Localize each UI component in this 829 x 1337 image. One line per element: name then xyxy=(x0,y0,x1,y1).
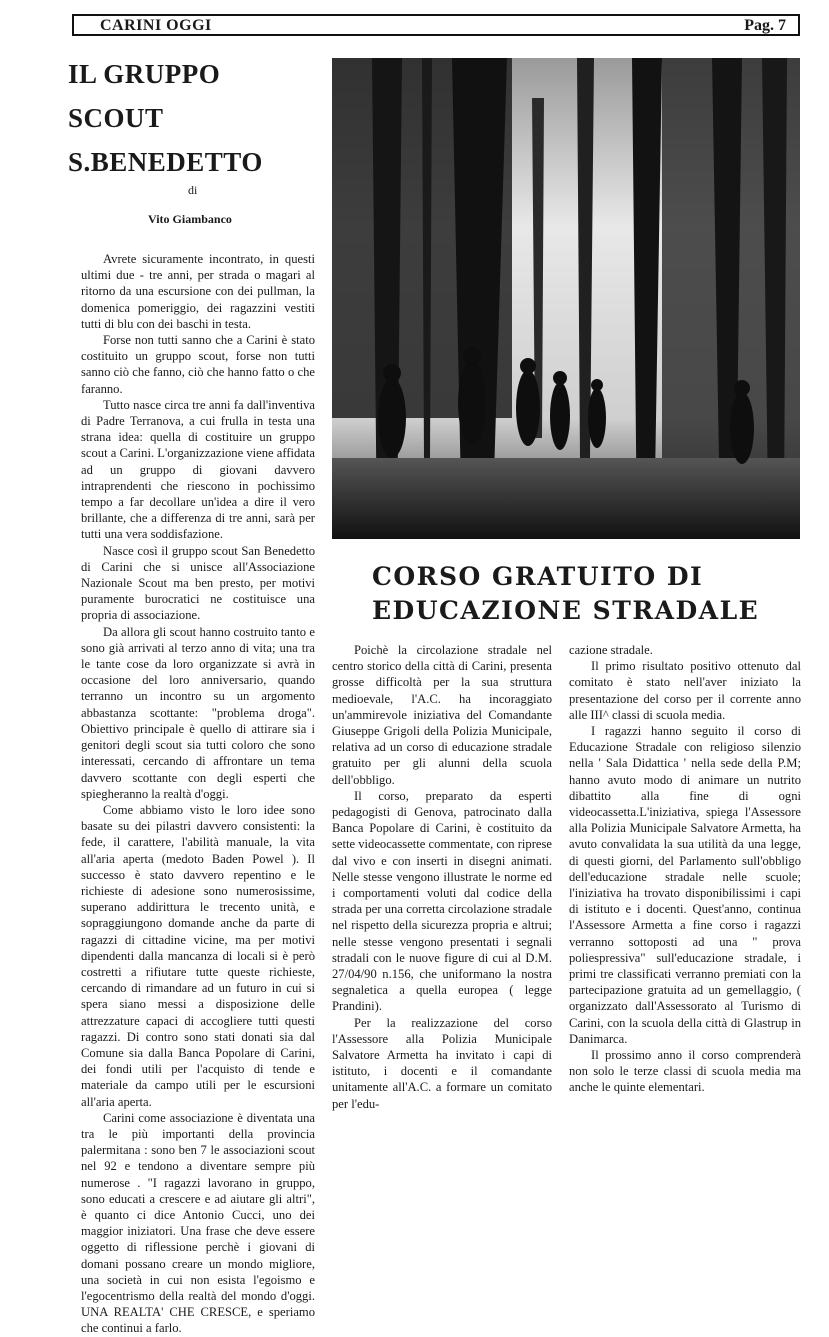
paragraph: Per la realizzazione del corso l'Assessore alla Polizia Municipale Salvatore Armetta ha invitato i capi di istituto, i docenti e il comandante unitamente all'A.C. a formare un comitato per l'edu- xyxy=(332,1015,552,1111)
page-number: Pag. 7 xyxy=(744,17,786,34)
title-line: EDUCAZIONE STRADALE xyxy=(372,596,760,625)
paragraph: Poichè la circolazione stradale nel centro storico della città di Carini, presenta grosse difficoltà per la sua struttura medioevale, l'A.C. ha incoraggiato un'ammirevole iniziativa del Comandante Giuseppe Grigoli della Polizia Municipale, relativa ad un corso di educazione stradale gratuito per gli alunni della scuola dell'obbligo. xyxy=(332,643,552,787)
paragraph: Il primo risultato positivo ottenuto dal comitato è stato nell'aver iniziato la presentazione del corso per il corrente anno alle III^ classi di scuola media. xyxy=(569,659,801,722)
paragraph: Il corso, preparato da esperti pedagogisti di Genova, patrocinato dalla Banca Popolare di Carini, è costituito da sette videocassette commentate, con riprese dal vivo e con inserti in disegni animati. Nelle stesse vengono illustrate le norme ed i comportamenti voluti dal codice della strada per una corretta circolazione stradale nel rispetto della sicurezza propria e altrui; nelle stesse vengono presentati i segnali stradali con le nuove figure di cui al D.M. 27/04/90 n.156, che uniformano la nostra segnaletica a quella europea ( legge Prandini). xyxy=(332,788,552,1014)
paragraph: Tutto nasce circa tre anni fa dall'inventiva di Padre Terranova, a cui frulla in testa una strana idea: quella di costituire un gruppo scout a Carini. L'organizzazione viene affidata ad un gruppo di giovani davvero intraprendenti che riescono in pochissimo tempo a far decollare un'idea a dire il vero brillante, che a differenza di tre anni, sarà per tutti una vera soddisfazione. xyxy=(81,397,315,542)
paragraph: Avrete sicuramente incontrato, in questi ultimi due - tre anni, per strada o magari al ritorno da una escursione con dei pullman, la domenica pomeriggio, dei ragazzini vestiti tutti di blu con dei baschi in testa. xyxy=(81,252,315,331)
article-title xyxy=(68,52,263,184)
title-line: SCOUT xyxy=(68,103,164,133)
paragraph: Forse non tutti sanno che a Carini è stato costituito un gruppo scout, forse non tutti sanno ciò che fanno, ciò che hanno fatto o che faranno. xyxy=(81,333,315,396)
publication-name: CARINI OGGI xyxy=(100,17,212,34)
page-header xyxy=(72,14,800,36)
author-name: Vito Giambanco xyxy=(148,212,232,226)
title-line: IL GRUPPO xyxy=(68,59,221,89)
forest-scouts-photo xyxy=(332,58,800,539)
paragraph: Il prossimo anno il corso comprenderà non solo le terze classi di scuola media ma anche le quinte elementari. xyxy=(569,1048,801,1095)
paragraph: I ragazzi hanno seguito il corso di Educazione Stradale con religioso silenzio nella ' Sala Didattica ' nella sede della P.M; hanno avuto modo di animare un nutrito dibattito alla fine di ogni videocassetta.L'iniziativa, spiega l'Assessore alla Polizia Municipale Salvatore Armetta, ha avuto convalidata la sua utilità da una legge, di questi giorni, del Parlamento sull'obbligo dell'educazione stradale nelle scuole; l'iniziativa ha trovato disponibilissimi i capi di istituto e i docenti. Quest'anno, continua l'Assessore Armetta a fine corso i ragazzi verranno sottoposti ad una " prova poliespressiva" sull'educazione stradale, i primi tre classificati verranno premiati con la partecipazione gratuita ad un gemellaggio, ( organizzato dall'Assessorato al Turismo di Carini, con la scuola della città di Glastrup in Danimarca. xyxy=(569,724,801,1046)
paragraph: Carini come associazione è diventata una tra le più importanti della provincia palermitana : sono ben 7 le associazioni scout nel 92 e tendono a diventare sempre più numerose . "I ragazzi lavorano in gruppo, sono educati a crescere e ad aiutare gli altri", è quanto ci dice Antonio Cucci, uno dei maggior iniziatori. Una frase che deve essere oggetto di riflessione perchè i giovani di domani possano creare un mondo migliore, una società in cui non esista l'egoismo e l'egocentrismo della realtà del mondo d'oggi. UNA REALTA' CHE CRESCE, e speriamo che continui a farlo. xyxy=(81,1110,315,1336)
article2-column-1 xyxy=(332,642,552,1112)
title-line: CORSO GRATUITO DI xyxy=(372,562,704,591)
title-line: S.BENEDETTO xyxy=(68,147,263,177)
paragraph: Nasce così il gruppo scout San Benedetto di Carini che si unisce all'Associazione Nazionale Scout ma ben presto, per motivi puramente burocratici ne costituisce una propria di associazione. xyxy=(81,543,315,623)
paragraph: cazione stradale. xyxy=(569,643,653,657)
paragraph: Come abbiamo visto le loro idee sono basate su dei pilastri davvero consistenti: la fede, il carattere, l'abilità manuale, la vita all'aria aperta (medoto Baden Powel ). Il successo è stato davvero repentino e le richieste di adesione sono numerosissime, superano addirittura le trecento unità, e sopraggiungono domande anche da parte di ragazzi di cittadine vicine, ma per motivi dipendenti dalla mancanza di locali si è però costretti a rifiutare tutte queste richieste, cercando di rimandare ad un futuro in cui si spera siano messi a disposizione delle attrezzature capaci di accogliere tutti questi ragazzi. Di contro sono stati donati sia dal Comune sia dalla Banca Popolare di Carini, dei fondi utili per l'acquisto di tende e materiale da campo utili per le escursioni all'aria aperta. xyxy=(81,802,315,1109)
article2-title xyxy=(372,560,759,628)
article2-column-2 xyxy=(569,642,801,1096)
byline: di xyxy=(188,183,198,197)
paragraph: Da allora gli scout hanno costruito tanto e sono già arrivati al terzo anno di vita; una tra le tante cose da loro organizzate si avrà in occasione del loro anniversario, quando terranno un incontro su un argomento abbastanza scottante: "problema droga". Obiettivo principale è quello di attirare sia i genitori degli scout sia tutti coloro che sono interessati, cercando di affrontare un tema davvero scottante con degli esperti che spiegheranno la realtà d'oggi. xyxy=(81,624,315,801)
article-column-1 xyxy=(81,251,315,1337)
photo-illustration xyxy=(332,58,800,539)
